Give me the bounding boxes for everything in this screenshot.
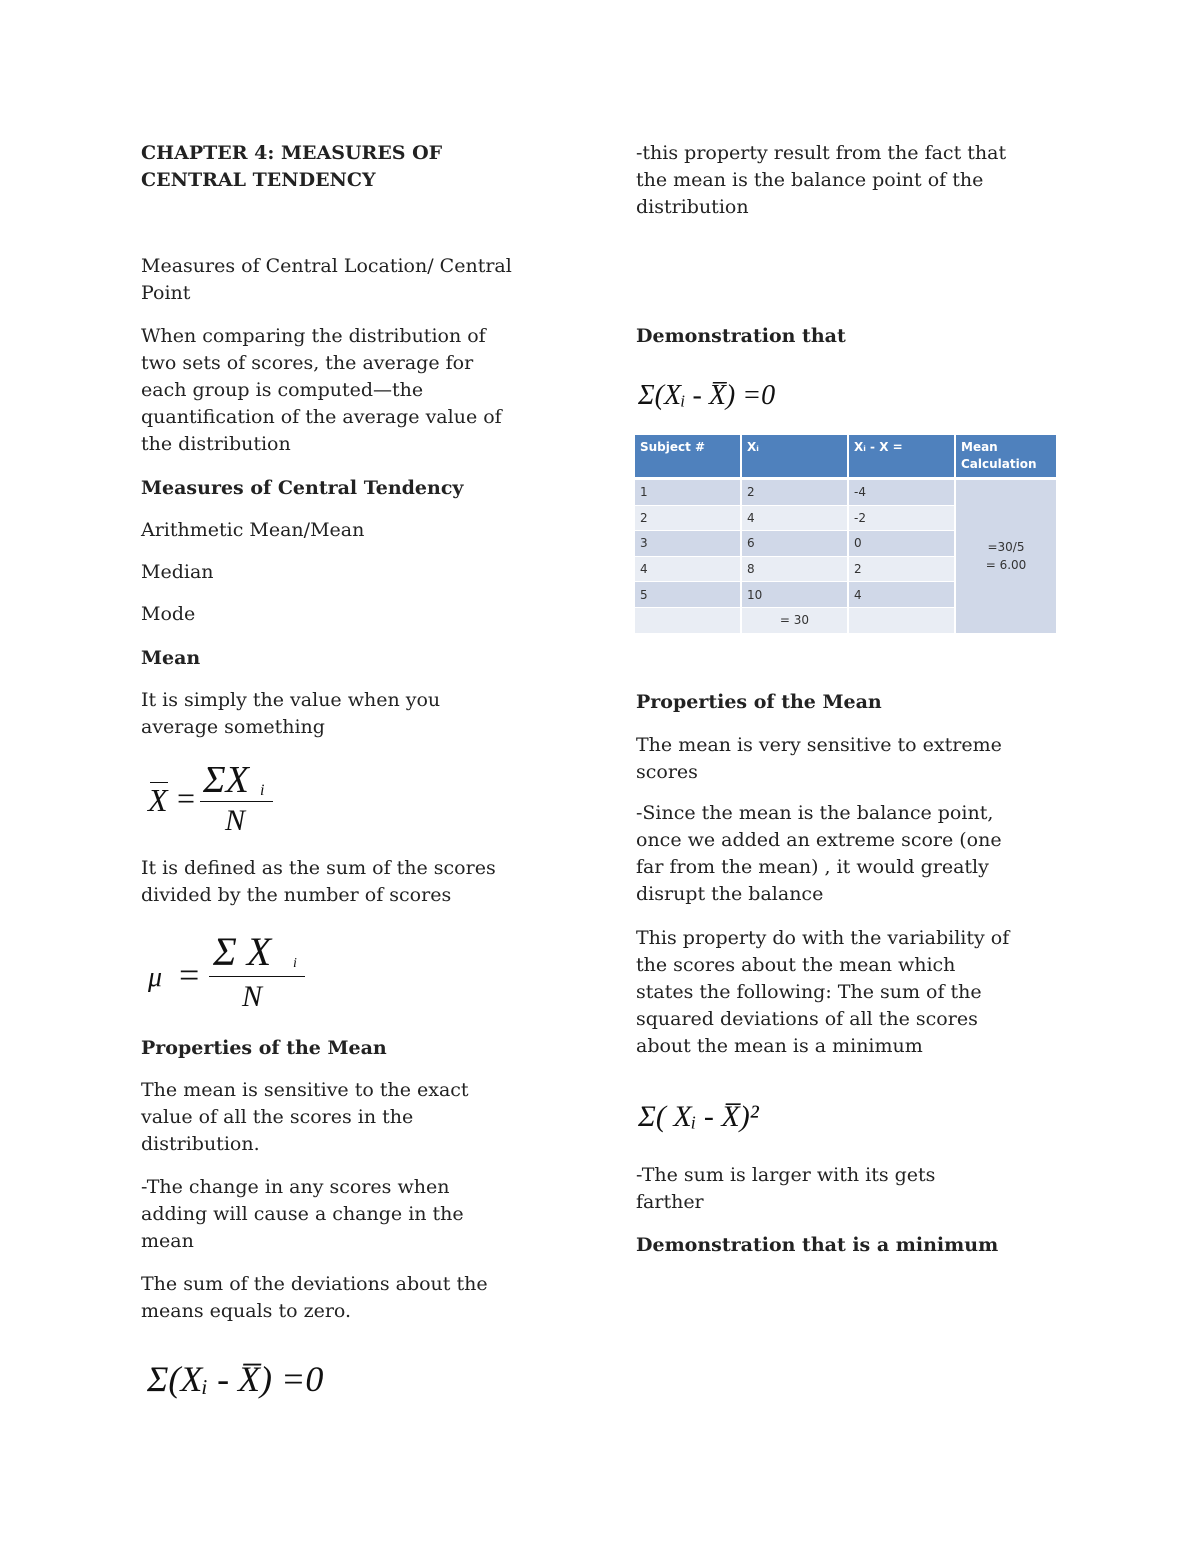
intro-paragraph bbox=[141, 323, 502, 458]
line: once we added an extreme score (one bbox=[636, 829, 1002, 851]
cell bbox=[848, 607, 955, 633]
cell: 4 bbox=[848, 582, 955, 608]
cell: 8 bbox=[741, 556, 848, 582]
denominator: N bbox=[225, 804, 246, 837]
line: average something bbox=[141, 716, 325, 738]
line: -this property result from the fact that bbox=[636, 142, 1007, 164]
denominator: N bbox=[242, 980, 263, 1013]
line: It is defined as the sum of the scores bbox=[141, 857, 496, 879]
line: Measures of Central Location/ Central bbox=[141, 255, 512, 277]
list-item: Mode bbox=[141, 603, 196, 625]
cell: 2 bbox=[848, 556, 955, 582]
props-text bbox=[141, 1077, 469, 1158]
subscript: i bbox=[293, 956, 297, 971]
line: -The change in any scores when bbox=[141, 1176, 450, 1198]
numerator: ΣX bbox=[203, 759, 249, 801]
title-line: CHAPTER 4: MEASURES OF bbox=[141, 142, 443, 164]
line: adding will cause a change in the bbox=[141, 1203, 464, 1225]
subtitle bbox=[141, 253, 512, 307]
header-cell: Mean Calculation bbox=[955, 435, 1057, 479]
table-header bbox=[635, 435, 1057, 479]
demo-min-heading: Demonstration that is a minimum bbox=[636, 1234, 999, 1256]
mct-heading: Measures of Central Tendency bbox=[141, 477, 464, 499]
line: This property do with the variability of bbox=[636, 927, 1010, 949]
equals: = bbox=[179, 955, 200, 995]
cell: 3 bbox=[635, 531, 741, 557]
line: The mean is sensitive to the exact bbox=[141, 1079, 469, 1101]
table-row bbox=[635, 479, 1057, 506]
cell: 6 bbox=[741, 531, 848, 557]
demo-table bbox=[635, 435, 1058, 634]
line: quantification of the average value of bbox=[141, 406, 502, 428]
extreme-text bbox=[636, 732, 1002, 786]
mean-heading: Mean bbox=[141, 647, 201, 669]
line: When comparing the distribution of bbox=[141, 325, 486, 347]
cell: 10 bbox=[741, 582, 848, 608]
header-cell: Xᵢ bbox=[741, 435, 848, 479]
variability-text bbox=[636, 925, 1009, 1060]
since-text bbox=[636, 800, 1002, 908]
line: The mean is very sensitive to extreme bbox=[636, 734, 1002, 756]
line: = 6.00 bbox=[985, 558, 1027, 573]
line: the scores about the mean which bbox=[636, 954, 956, 976]
total-cell: = 30 bbox=[741, 607, 848, 633]
larger-text bbox=[636, 1162, 935, 1216]
line: =30/5 bbox=[987, 540, 1025, 555]
cell: 5 bbox=[635, 582, 741, 608]
cell: 0 bbox=[848, 531, 955, 557]
line: distribution. bbox=[141, 1133, 260, 1155]
squared-deviation-formula: Σ( Xᵢ - X̅)² bbox=[638, 1100, 759, 1133]
balance-text bbox=[636, 140, 1006, 221]
sum-deviation-formula: Σ(Xᵢ - X̅) =0 bbox=[147, 1359, 324, 1399]
line: about the mean is a minimum bbox=[636, 1035, 923, 1057]
chapter-title bbox=[141, 140, 442, 194]
properties-heading: Properties of the Mean bbox=[141, 1037, 387, 1059]
line: -The sum is larger with its gets bbox=[636, 1164, 936, 1186]
line: scores bbox=[636, 761, 698, 783]
cell: -2 bbox=[848, 505, 955, 531]
line: states the following: The sum of the bbox=[636, 981, 982, 1003]
mean-formula bbox=[145, 758, 285, 843]
demo-heading: Demonstration that bbox=[636, 325, 846, 347]
line: squared deviations of all the scores bbox=[636, 1008, 978, 1030]
line: disrupt the balance bbox=[636, 883, 824, 905]
line: -Since the mean is the balance point, bbox=[636, 802, 994, 824]
line: each group is computed—the bbox=[141, 379, 424, 401]
line: distribution bbox=[636, 196, 749, 218]
list-item: Arithmetic Mean/Mean bbox=[141, 519, 365, 541]
list-item: Median bbox=[141, 561, 214, 583]
cell bbox=[635, 607, 741, 633]
sum-text bbox=[141, 1271, 488, 1325]
subscript: i bbox=[260, 782, 265, 799]
line: farther bbox=[636, 1191, 704, 1213]
line: means equals to zero. bbox=[141, 1300, 352, 1322]
equals: = bbox=[177, 780, 196, 816]
cell: -4 bbox=[848, 479, 955, 506]
cell: 4 bbox=[741, 505, 848, 531]
population-mean-formula bbox=[145, 928, 315, 1018]
mu: μ bbox=[148, 962, 163, 993]
line: Point bbox=[141, 282, 191, 304]
cell: 4 bbox=[635, 556, 741, 582]
defined-text bbox=[141, 855, 496, 909]
properties-heading-2: Properties of the Mean bbox=[636, 691, 882, 713]
line: It is simply the value when you bbox=[141, 689, 441, 711]
cell: 1 bbox=[635, 479, 741, 506]
x-bar: X bbox=[148, 782, 168, 818]
line: two sets of scores, the average for bbox=[141, 352, 474, 374]
header-cell: Subject # bbox=[635, 435, 741, 479]
demo-formula: Σ(Xᵢ - X̅) =0 bbox=[638, 380, 776, 411]
line: value of all the scores in the bbox=[141, 1106, 414, 1128]
line: the mean is the balance point of the bbox=[636, 169, 984, 191]
cell: 2 bbox=[741, 479, 848, 506]
numerator: Σ X bbox=[213, 929, 272, 974]
mean-text bbox=[141, 687, 440, 741]
title-line: CENTRAL TENDENCY bbox=[141, 169, 376, 191]
cell: 2 bbox=[635, 505, 741, 531]
mean-calc-cell bbox=[955, 479, 1057, 634]
line: the distribution bbox=[141, 433, 291, 455]
line: divided by the number of scores bbox=[141, 884, 452, 906]
change-text bbox=[141, 1174, 464, 1255]
line: The sum of the deviations about the bbox=[141, 1273, 488, 1295]
line: far from the mean) , it would greatly bbox=[636, 856, 989, 878]
line: mean bbox=[141, 1230, 194, 1252]
header-cell: Xᵢ - X = bbox=[848, 435, 955, 479]
